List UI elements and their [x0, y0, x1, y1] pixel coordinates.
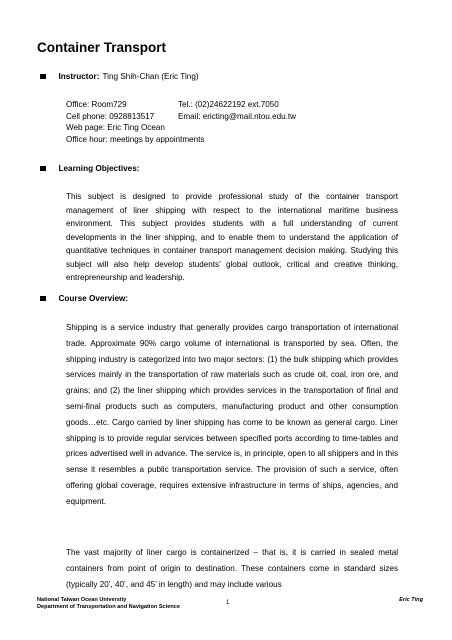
square-bullet-icon: [40, 296, 46, 302]
square-bullet-icon: [40, 74, 46, 80]
cell-text: Cell phone: 0928813517: [66, 111, 155, 121]
office-hour-row: [66, 134, 204, 145]
office-hour-text: Office hour: meetings by appointments: [66, 134, 205, 144]
office-row: [66, 99, 279, 110]
instructor-heading-row: [40, 72, 199, 81]
instructor-name: Ting Shih-Chan (Eric Ting): [102, 72, 199, 81]
webpage-row: [66, 122, 165, 133]
office-text: Office: Room729: [66, 100, 127, 109]
instructor-heading: Instructor:: [58, 72, 100, 81]
footer-department: Department of Transportation and Navigation Science: [37, 604, 180, 610]
overview-heading-row: [40, 294, 128, 303]
footer-author: Eric Ting: [399, 597, 423, 603]
overview-paragraph-2: The vast majority of liner cargo is containerized – that is, it is carried in sealed metal containers from point of origin to destination. These containers come in standard sizes (typically 20’, 40’, and 45’ in length) and may include various: [66, 548, 398, 589]
footer-university: National Taiwan Ocean University: [37, 597, 127, 603]
overview-paragraph-1: Shipping is a service industry that generally provides cargo transportation of international trade. Approximate 90% cargo volume of international is transported by sea. Often, the shipping industry is categorized into two major sectors: (1) the bulk shipping which provides services mainly in the transportation of raw materials such as crude oil, coal, iron ore, and grains; and (2) the liner shipping which provides services in the transportation of final and semi-final products such as computers, manufacturing product and other consumption goods…etc. Cargo carried by liner shipping has come to be known as general cargo. Liner shipping is to provide regular services between specified ports according to time-tables and prices advertised well in advance. The service is, in principle, open to all shippers and in this sense it resembles a public transportation service. The provision of such a service, often offering global coverage, requires extensive infrastructure in terms of ships, agencies, and equipment.: [66, 323, 398, 506]
webpage-text: Web page: Eric Ting Ocean: [66, 123, 165, 132]
footer-institution: [37, 597, 180, 611]
objectives-paragraph: This subject is designed to provide professional study of the container transport management of liner shipping with respect to the international maritime business environment. This subject provides students with a full understanding of current developments in the liner shipping, and to enable them to understand the application of quantitative techniques in container transport management decision making. Studying this subject will also help develop students’ global outlook, critical and creative thinking, entrepreneurship and leadership.: [66, 192, 398, 282]
tel-text: Tel.: (02)24622192 ext.7050: [178, 100, 279, 109]
cell-row: [66, 111, 296, 122]
email-text: Email: ericting@mail.ntou.edu.tw: [178, 111, 296, 121]
objectives-heading: Learning Objectives:: [58, 164, 140, 173]
square-bullet-icon: [40, 166, 46, 172]
page-title: Container Transport: [37, 40, 167, 55]
objectives-heading-row: [40, 164, 140, 173]
overview-heading: Course Overview:: [58, 294, 129, 303]
page-number: 1: [226, 600, 230, 606]
